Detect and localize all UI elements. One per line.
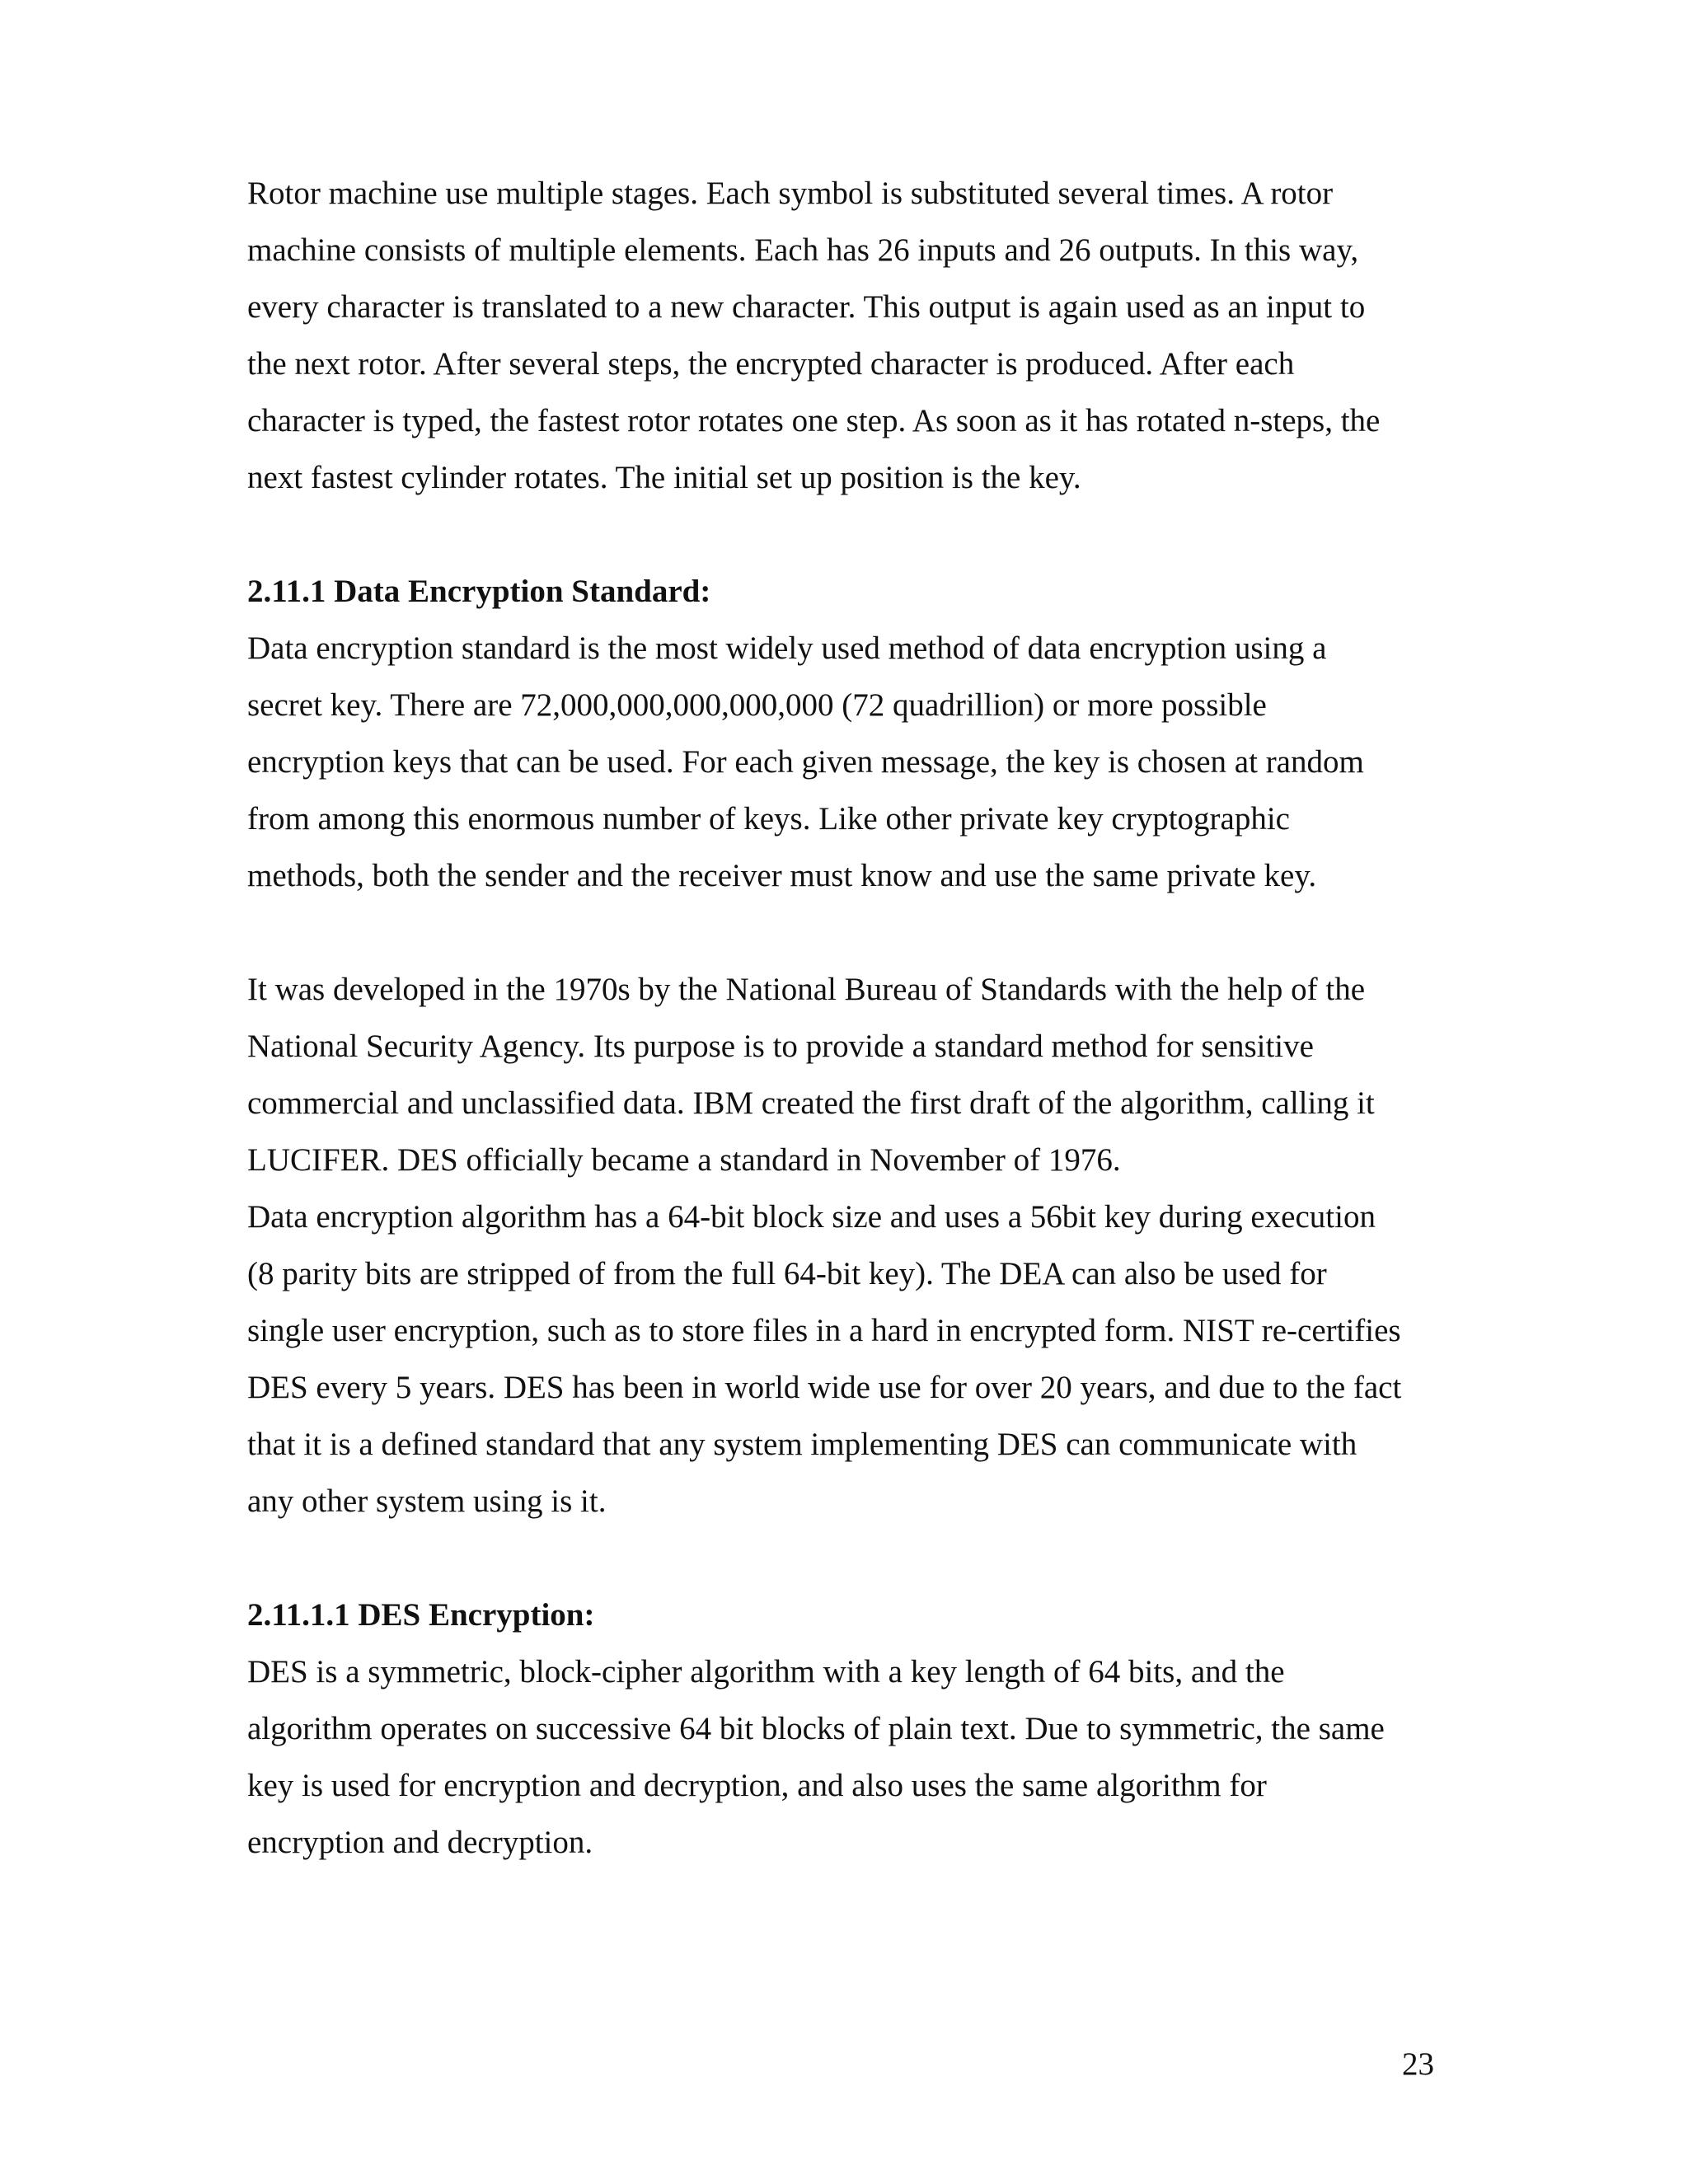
section-heading-des: 2.11.1 Data Encryption Standard: [247, 574, 711, 609]
des-paragraph-1 [247, 620, 1442, 904]
intro-paragraph [247, 165, 1442, 506]
text-line: algorithm operates on successive 64 bit blocks of plain text. Due to symmetric, the same [247, 1711, 1385, 1746]
text-line: Data encryption algorithm has a 64-bit block size and uses a 56bit key during execution [247, 1199, 1376, 1235]
text-line: DES every 5 years. DES has been in world wide use for over 20 years, and due to the fact [247, 1370, 1402, 1405]
text-line: key is used for encryption and decryption, and also uses the same algorithm for [247, 1768, 1267, 1803]
text-line: It was developed in the 1970s by the National Bureau of Standards with the help of the [247, 972, 1366, 1007]
page-number: 23 [1402, 2046, 1434, 2082]
text-line: DES is a symmetric, block-cipher algorithm with a key length of 64 bits, and the [247, 1654, 1285, 1690]
text-line: Rotor machine use multiple stages. Each symbol is substituted several times. A rotor [247, 176, 1334, 211]
text-line: secret key. There are 72,000,000,000,000,000 (72 quadrillion) or more possible [247, 687, 1267, 723]
text-line: the next rotor. After several steps, the encrypted character is produced. After each [247, 346, 1295, 382]
page-content [247, 165, 1442, 1871]
text-line: from among this enormous number of keys. Like other private key cryptographic [247, 801, 1290, 837]
text-line: encryption and decryption. [247, 1825, 593, 1860]
paragraph-gap [247, 1530, 1442, 1586]
text-line: character is typed, the fastest rotor rotates one step. As soon as it has rotated n-steps, the [247, 403, 1381, 438]
text-line: methods, both the sender and the receiver must know and use the same private key. [247, 858, 1317, 893]
section-heading-des-encryption: 2.11.1.1 DES Encryption: [247, 1597, 595, 1633]
text-line: next fastest cylinder rotates. The initial set up position is the key. [247, 460, 1081, 495]
text-line: machine consists of multiple elements. Each has 26 inputs and 26 outputs. In this way, [247, 232, 1359, 268]
text-line: any other system using is it. [247, 1483, 607, 1519]
text-line: every character is translated to a new character. This output is again used as an input to [247, 289, 1366, 325]
text-line: single user encryption, such as to store files in a hard in encrypted form. NIST re-certifies [247, 1313, 1401, 1348]
des-encryption-paragraph [247, 1643, 1442, 1871]
text-line: that it is a defined standard that any system implementing DES can communicate with [247, 1427, 1357, 1462]
text-line: encryption keys that can be used. For each given message, the key is chosen at random [247, 744, 1364, 780]
text-line: LUCIFER. DES officially became a standard in November of 1976. [247, 1142, 1121, 1178]
paragraph-gap [247, 506, 1442, 563]
paragraph-gap [247, 904, 1442, 961]
des-paragraph-3 [247, 1188, 1442, 1530]
text-line: commercial and unclassified data. IBM created the first draft of the algorithm, calling it [247, 1085, 1375, 1121]
des-paragraph-2 [247, 961, 1442, 1188]
text-line: National Security Agency. Its purpose is to provide a standard method for sensitive [247, 1029, 1314, 1064]
text-line: (8 parity bits are stripped of from the full 64-bit key). The DEA can also be used for [247, 1256, 1327, 1291]
text-line: Data encryption standard is the most widely used method of data encryption using a [247, 630, 1327, 666]
